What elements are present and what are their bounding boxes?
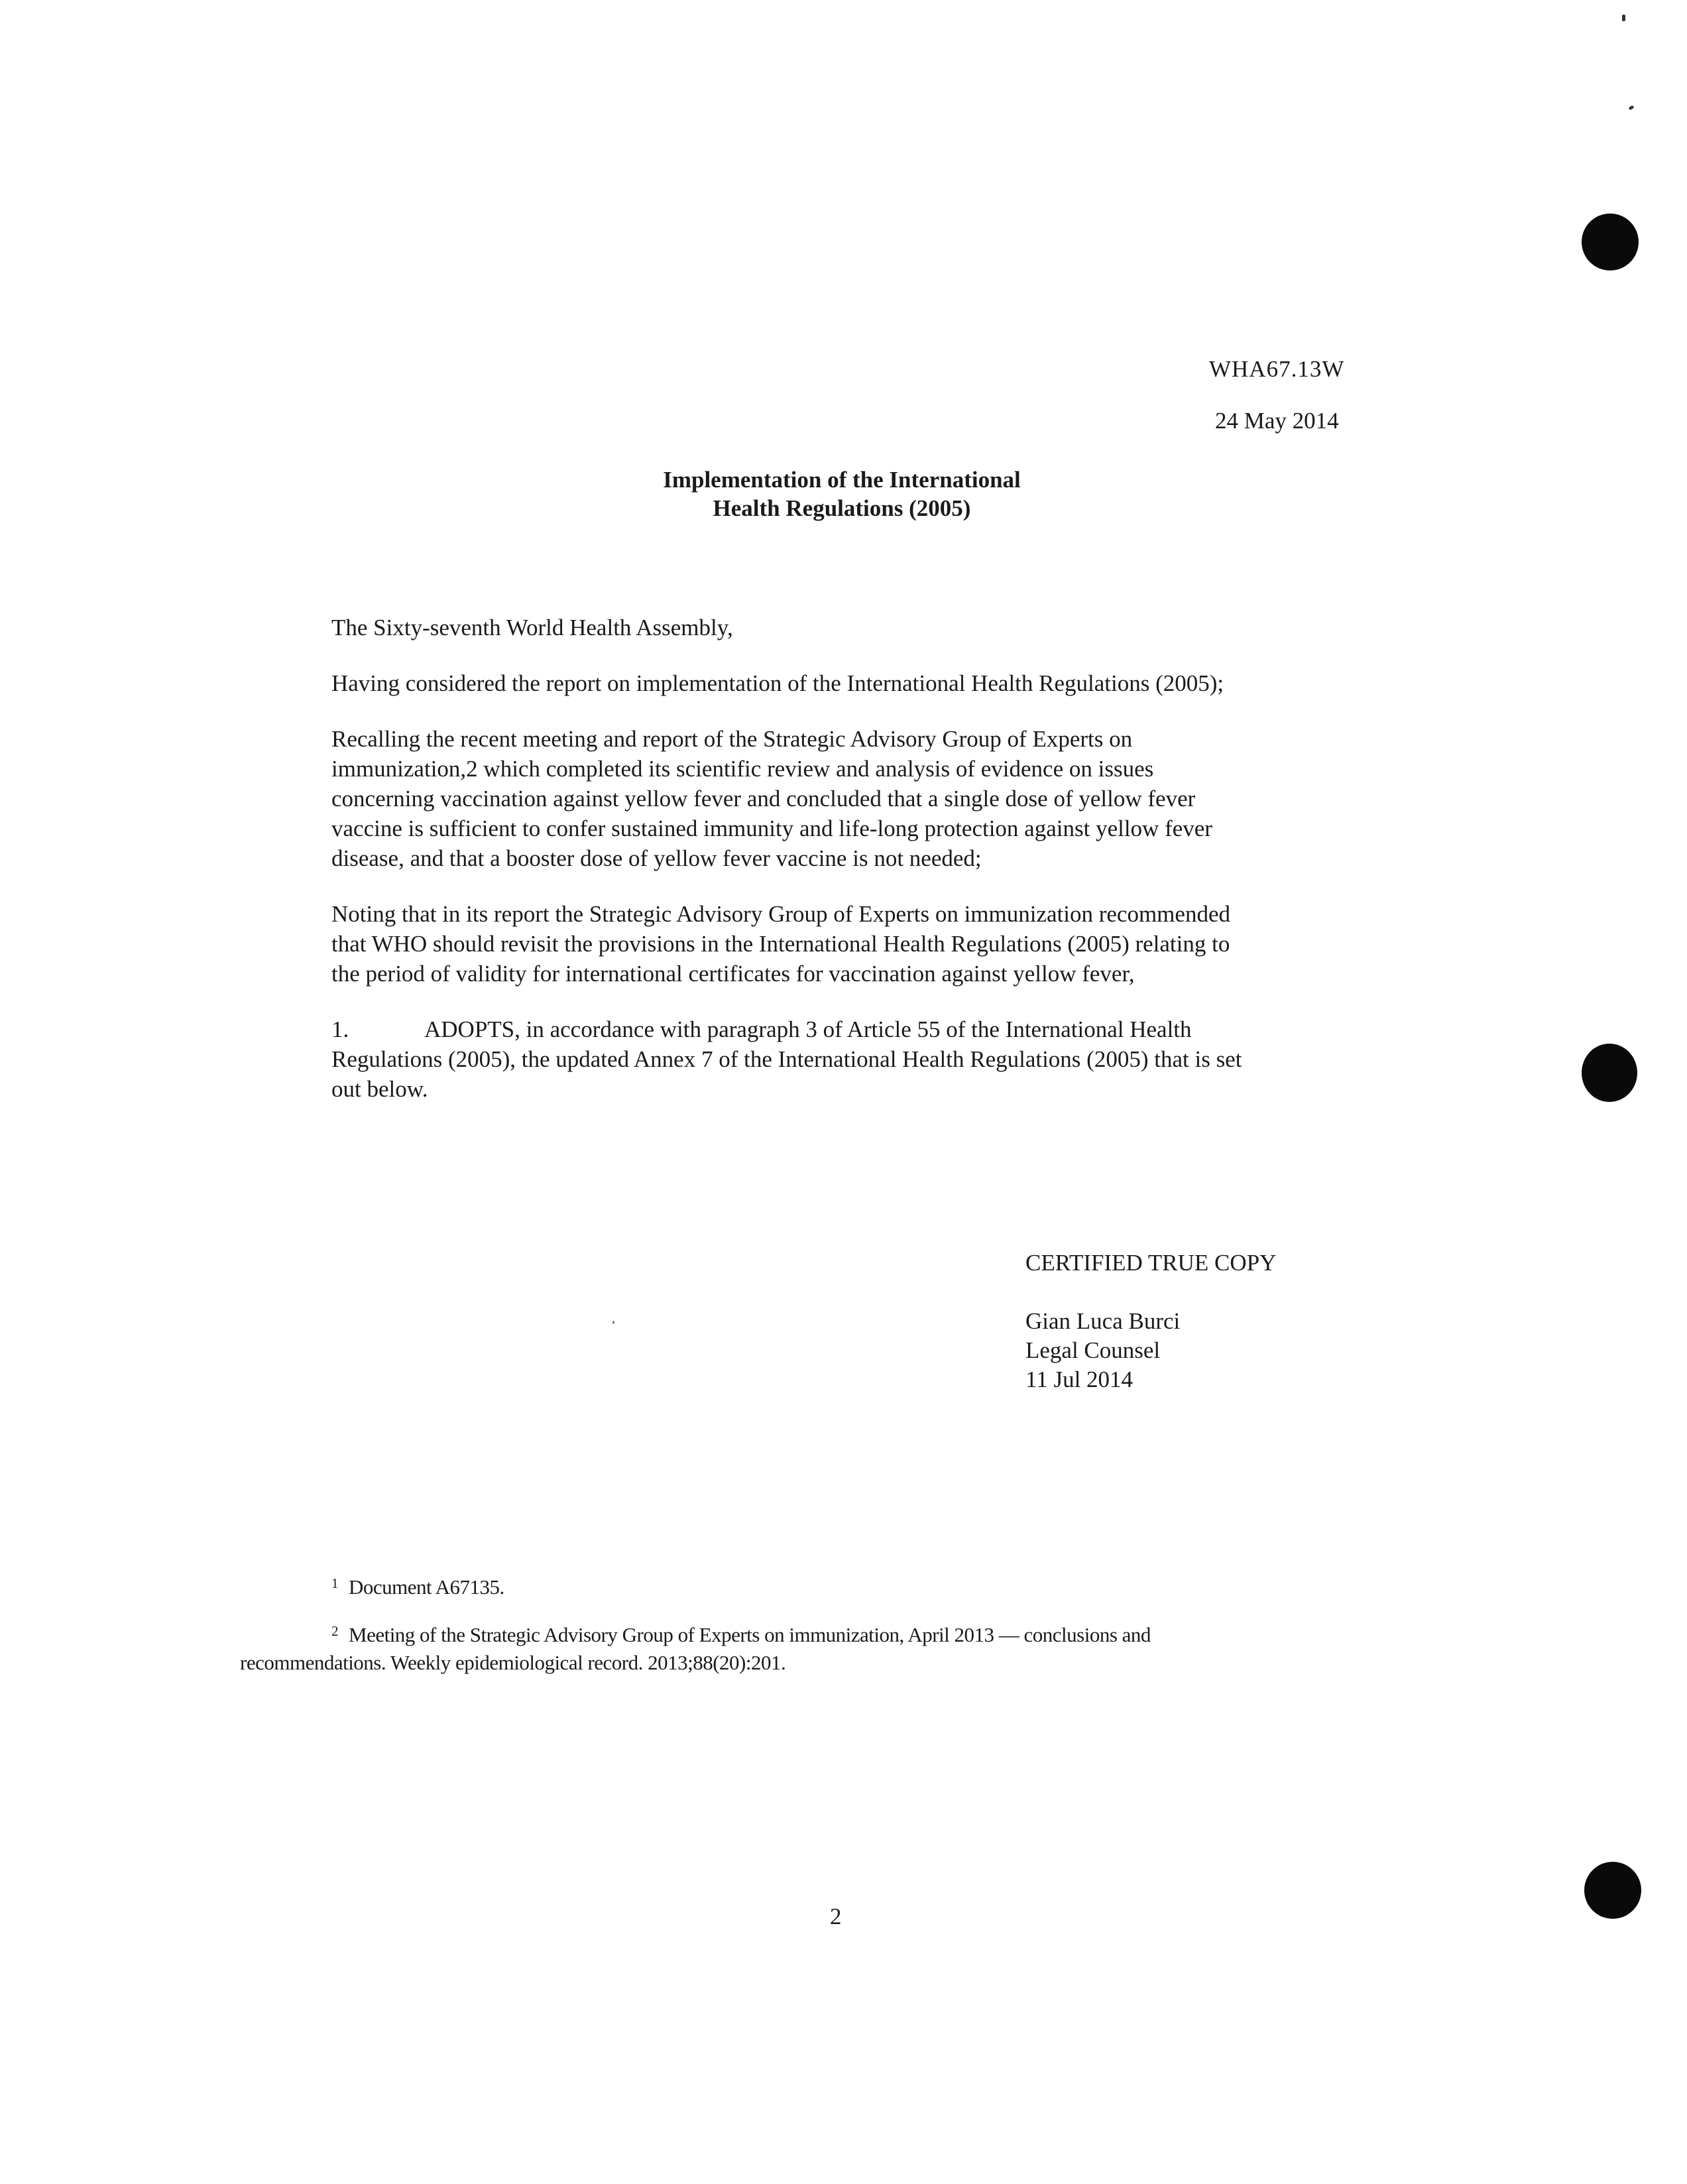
document-reference: WHA67.13W	[1209, 356, 1345, 382]
scan-speck	[612, 1321, 614, 1324]
footnote-1	[331, 1574, 504, 1601]
paragraph-line: immunization,2 which completed its scientific review and analysis of evidence on issues	[331, 756, 1154, 782]
signatory-name: Gian Luca Burci	[1025, 1308, 1181, 1334]
paragraph-line: Regulations (2005), the updated Annex 7 of the International Health Regulations (2005) that is set	[331, 1046, 1242, 1072]
title-line-1: Implementation of the International	[663, 467, 1021, 493]
scan-speck	[1628, 105, 1634, 110]
paragraph-line: concerning vaccination against yellow fever and concluded that a single dose of yellow fever	[331, 786, 1196, 812]
paragraph-text: ADOPTS, in accordance with paragraph 3 of Article 55 of the International Health	[424, 1016, 1192, 1042]
paragraph-line: the period of validity for international certificates for vaccination against yellow fever,	[331, 961, 1135, 987]
paragraph-line: that WHO should revisit the provisions in the International Health Regulations (2005) relating to	[331, 931, 1230, 957]
footnote-2	[331, 1622, 1151, 1648]
signatory-role: Legal Counsel	[1025, 1337, 1161, 1363]
certified-copy-heading: CERTIFIED TRUE COPY	[1025, 1250, 1277, 1276]
punch-hole-middle	[1582, 1044, 1637, 1102]
paragraph-number: 1.	[331, 1016, 349, 1042]
paragraph-line: disease, and that a booster dose of yellow fever vaccine is not needed;	[331, 845, 982, 871]
footnote-text: Meeting of the Strategic Advisory Group of Experts on immunization, April 2013 — conclusions and	[349, 1623, 1151, 1646]
assembly-paragraph	[331, 613, 1366, 642]
scan-speck	[1622, 15, 1625, 21]
paragraph-line: vaccine is sufficient to confer sustained immunity and life-long protection against yellow fever	[331, 816, 1212, 841]
document-date: 24 May 2014	[1215, 408, 1339, 434]
title-line-2: Health Regulations (2005)	[713, 495, 971, 521]
footnote-text: Document A67135.	[349, 1575, 504, 1599]
footnote-marker: 1	[331, 1575, 338, 1591]
paragraph-line	[331, 1014, 1366, 1044]
punch-hole-top	[1582, 213, 1639, 271]
footnote-2-continuation: recommendations. Weekly epidemiological record. 2013;88(20):201.	[240, 1651, 786, 1674]
paragraph-line: out below.	[331, 1076, 428, 1102]
adopts-paragraph	[331, 1014, 1366, 1104]
certification-date: 11 Jul 2014	[1025, 1366, 1134, 1392]
noting-paragraph	[331, 899, 1366, 989]
punch-hole-bottom	[1584, 1862, 1641, 1919]
paragraph-line: Noting that in its report the Strategic Advisory Group of Experts on immunization recommended	[331, 901, 1230, 927]
having-considered-paragraph	[331, 668, 1366, 698]
paragraph-line: Having considered the report on implementation of the International Health Regulations (2005);	[331, 670, 1224, 696]
recalling-paragraph	[331, 724, 1366, 873]
paragraph-line: The Sixty-seventh World Health Assembly,	[331, 615, 733, 640]
footnote-marker: 2	[331, 1623, 338, 1639]
paragraph-line: Recalling the recent meeting and report of the Strategic Advisory Group of Experts on	[331, 726, 1133, 752]
page-number: 2	[830, 1904, 842, 1929]
